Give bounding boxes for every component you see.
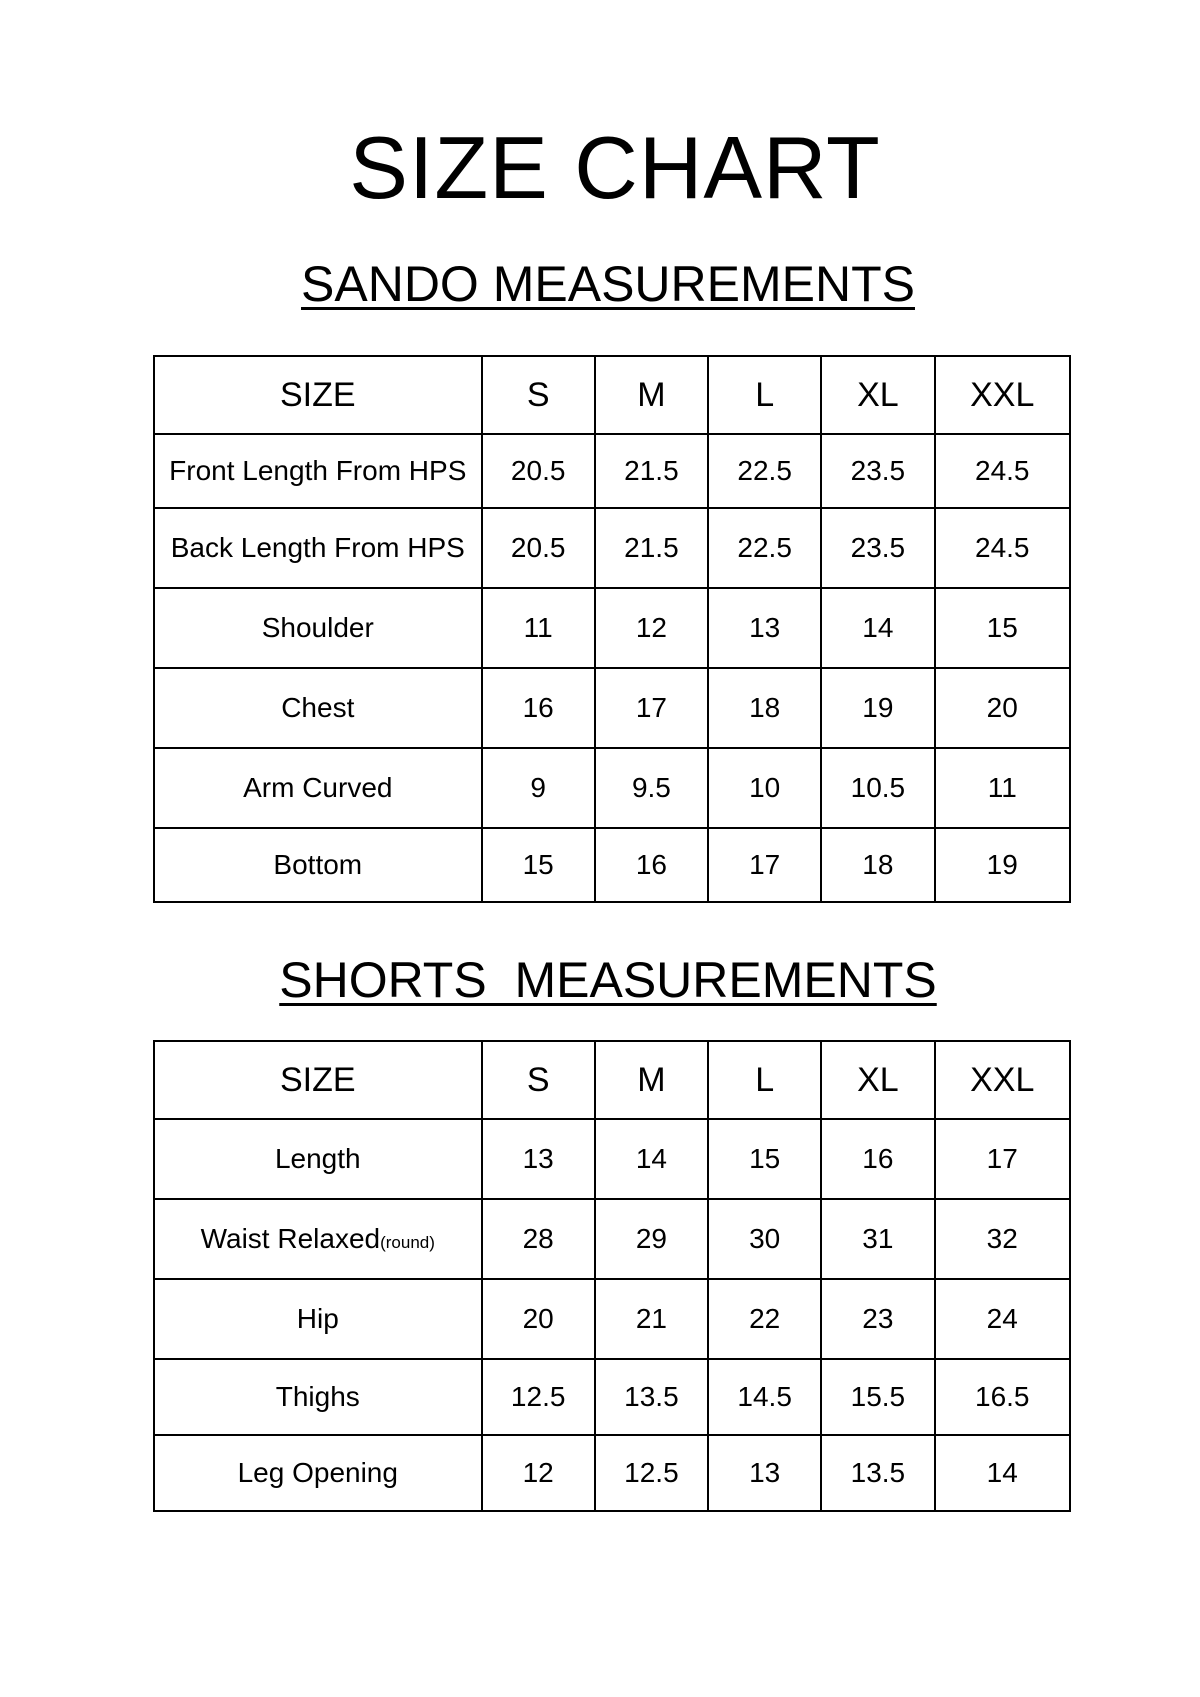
table-row <box>154 1119 1070 1199</box>
table-cell: 28 <box>482 1199 595 1279</box>
table-cell: 15 <box>482 828 595 902</box>
table-cell: 12 <box>482 1435 595 1511</box>
table-cell: 16.5 <box>935 1359 1071 1435</box>
row-label: Arm Curved <box>154 748 482 828</box>
table-cell: 13.5 <box>821 1435 934 1511</box>
row-label: Back Length From HPS <box>154 508 482 588</box>
size-header-m: M <box>595 356 708 434</box>
table-cell: 19 <box>935 828 1071 902</box>
table-cell: 15 <box>708 1119 821 1199</box>
table-cell: 20 <box>482 1279 595 1359</box>
table-cell: 18 <box>821 828 934 902</box>
table-row <box>154 1279 1070 1359</box>
table-cell: 17 <box>595 668 708 748</box>
row-label: Chest <box>154 668 482 748</box>
table-cell: 21 <box>595 1279 708 1359</box>
shorts-section-heading: SHORTS MEASUREMENTS <box>279 952 937 1008</box>
table-cell: 17 <box>708 828 821 902</box>
table-row <box>154 508 1070 588</box>
row-label: Bottom <box>154 828 482 902</box>
table-cell: 14.5 <box>708 1359 821 1435</box>
table-cell: 11 <box>482 588 595 668</box>
table-cell: 22.5 <box>708 434 821 508</box>
table-cell: 22 <box>708 1279 821 1359</box>
sando-size-table <box>153 355 1071 903</box>
table-cell: 23.5 <box>821 508 934 588</box>
size-header-xxl: XXL <box>935 1041 1071 1119</box>
size-header-m: M <box>595 1041 708 1119</box>
table-cell: 13 <box>708 588 821 668</box>
row-label: Leg Opening <box>154 1435 482 1511</box>
size-header-s: S <box>482 356 595 434</box>
table-cell: 24 <box>935 1279 1071 1359</box>
table-cell: 18 <box>708 668 821 748</box>
table-cell: 15 <box>935 588 1071 668</box>
table-cell: 24.5 <box>935 434 1071 508</box>
row-label: Length <box>154 1119 482 1199</box>
table-cell: 23 <box>821 1279 934 1359</box>
table-row <box>154 1435 1070 1511</box>
table-cell: 20.5 <box>482 508 595 588</box>
table-cell: 29 <box>595 1199 708 1279</box>
table-cell: 9 <box>482 748 595 828</box>
row-label: Shoulder <box>154 588 482 668</box>
size-header-l: L <box>708 356 821 434</box>
table-row <box>154 828 1070 902</box>
table-cell: 31 <box>821 1199 934 1279</box>
table-cell: 12.5 <box>482 1359 595 1435</box>
page-title: SIZE CHART <box>349 118 881 217</box>
size-header-l: L <box>708 1041 821 1119</box>
table-cell: 16 <box>595 828 708 902</box>
table-row <box>154 1359 1070 1435</box>
table-cell: 23.5 <box>821 434 934 508</box>
table-cell: 10 <box>708 748 821 828</box>
table-cell: 14 <box>595 1119 708 1199</box>
table-cell: 13 <box>708 1435 821 1511</box>
table-row <box>154 748 1070 828</box>
table-cell: 16 <box>482 668 595 748</box>
table-row <box>154 588 1070 668</box>
row-label: Thighs <box>154 1359 482 1435</box>
table-cell: 30 <box>708 1199 821 1279</box>
table-header-row <box>154 1041 1070 1119</box>
table-row <box>154 1199 1070 1279</box>
table-cell: 19 <box>821 668 934 748</box>
row-label-note: (round) <box>380 1233 435 1252</box>
table-cell: 13.5 <box>595 1359 708 1435</box>
table-cell: 12.5 <box>595 1435 708 1511</box>
table-cell: 21.5 <box>595 434 708 508</box>
sando-section-heading: SANDO MEASUREMENTS <box>301 256 915 312</box>
size-header-label: SIZE <box>154 356 482 434</box>
table-cell: 16 <box>821 1119 934 1199</box>
row-label-text: Waist Relaxed <box>200 1223 381 1254</box>
row-label <box>154 1199 482 1279</box>
table-cell: 15.5 <box>821 1359 934 1435</box>
row-label: Front Length From HPS <box>154 434 482 508</box>
row-label: Hip <box>154 1279 482 1359</box>
table-cell: 14 <box>821 588 934 668</box>
table-cell: 12 <box>595 588 708 668</box>
table-row <box>154 434 1070 508</box>
table-row <box>154 668 1070 748</box>
size-header-s: S <box>482 1041 595 1119</box>
table-cell: 20 <box>935 668 1071 748</box>
table-cell: 14 <box>935 1435 1071 1511</box>
table-cell: 22.5 <box>708 508 821 588</box>
table-cell: 11 <box>935 748 1071 828</box>
table-cell: 13 <box>482 1119 595 1199</box>
size-header-xxl: XXL <box>935 356 1071 434</box>
table-cell: 10.5 <box>821 748 934 828</box>
table-cell: 17 <box>935 1119 1071 1199</box>
table-cell: 21.5 <box>595 508 708 588</box>
table-cell: 24.5 <box>935 508 1071 588</box>
size-header-label: SIZE <box>154 1041 482 1119</box>
size-header-xl: XL <box>821 356 934 434</box>
shorts-size-table <box>153 1040 1071 1512</box>
table-header-row <box>154 356 1070 434</box>
table-cell: 32 <box>935 1199 1071 1279</box>
size-header-xl: XL <box>821 1041 934 1119</box>
table-cell: 20.5 <box>482 434 595 508</box>
table-cell: 9.5 <box>595 748 708 828</box>
